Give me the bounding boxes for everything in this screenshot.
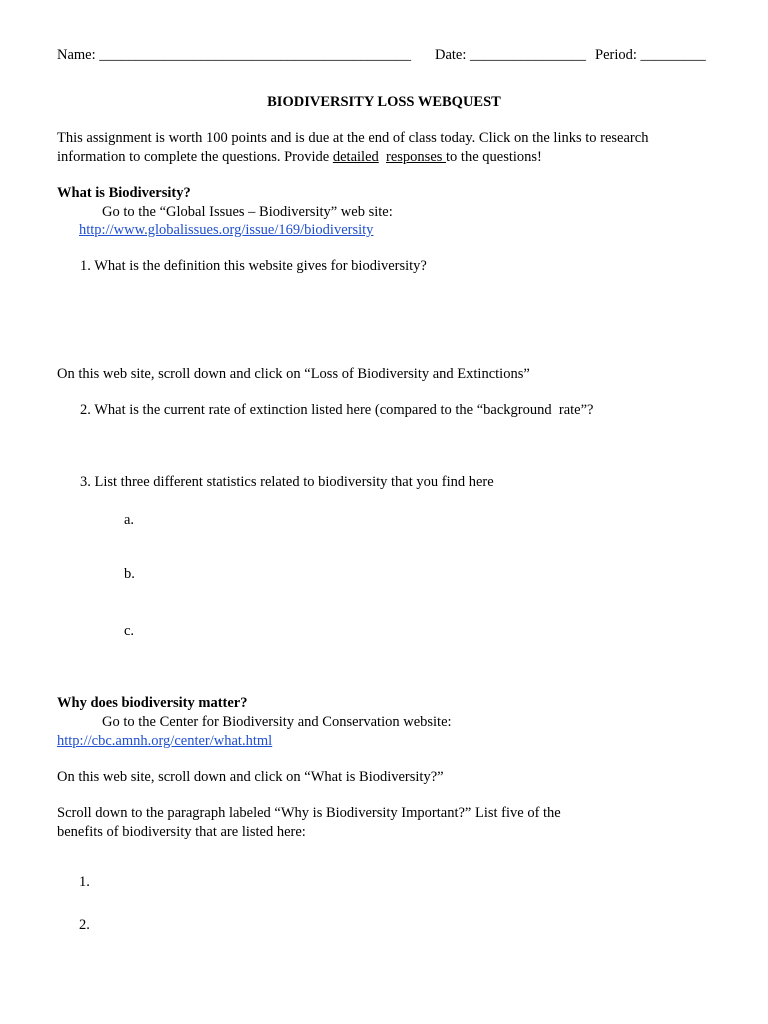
section-heading-what-is-biodiversity: What is Biodiversity? xyxy=(57,185,191,201)
question-2: 2. What is the current rate of extinction listed here (compared to the “background rate”? xyxy=(80,402,594,418)
benefit-item-1: 1. xyxy=(79,874,90,890)
section2-paragraph-line-2: benefits of biodiversity that are listed here: xyxy=(57,824,306,840)
answer-item-a: a. xyxy=(124,512,135,528)
section-heading-why-biodiversity-matters: Why does biodiversity matter? xyxy=(57,695,248,711)
period-field[interactable]: Period: _________ xyxy=(595,47,706,63)
intro-spacer xyxy=(379,149,386,165)
intro-line-2-end: to the questions! xyxy=(446,149,542,165)
answer-item-b: b. xyxy=(124,566,135,582)
answer-item-c: c. xyxy=(124,623,135,639)
name-field[interactable]: Name: ___________________________________________ xyxy=(57,47,412,63)
section2-paragraph-line-1: Scroll down to the paragraph labeled “Why is Biodiversity Important?” List five of the xyxy=(57,805,561,821)
page-title: BIODIVERSITY LOSS WEBQUEST xyxy=(267,94,501,110)
globalissues-link[interactable]: http://www.globalissues.org/issue/169/biodiversity xyxy=(79,222,374,238)
intro-line-2-start: information to complete the questions. Provide xyxy=(57,149,333,165)
question-3: 3. List three different statistics related to biodiversity that you find here xyxy=(80,474,494,490)
benefit-item-2: 2. xyxy=(79,917,90,933)
section1-scroll-instruction: On this web site, scroll down and click on “Loss of Biodiversity and Extinctions” xyxy=(57,366,530,382)
section2-scroll-instruction: On this web site, scroll down and click on “What is Biodiversity?” xyxy=(57,769,444,785)
question-1: 1. What is the definition this website gives for biodiversity? xyxy=(80,258,427,274)
responses-word: responses xyxy=(386,149,447,165)
date-field[interactable]: Date: ________________ xyxy=(435,47,587,63)
intro-line-2 xyxy=(57,148,542,166)
intro-line-1: This assignment is worth 100 points and is due at the end of class today. Click on the links to research xyxy=(57,130,649,146)
section2-instruction: Go to the Center for Biodiversity and Conservation website: xyxy=(102,714,452,730)
section1-instruction: Go to the “Global Issues – Biodiversity” web site: xyxy=(102,204,393,220)
detailed-word: detailed xyxy=(332,149,379,165)
amnh-link[interactable]: http://cbc.amnh.org/center/what.html xyxy=(57,733,273,749)
